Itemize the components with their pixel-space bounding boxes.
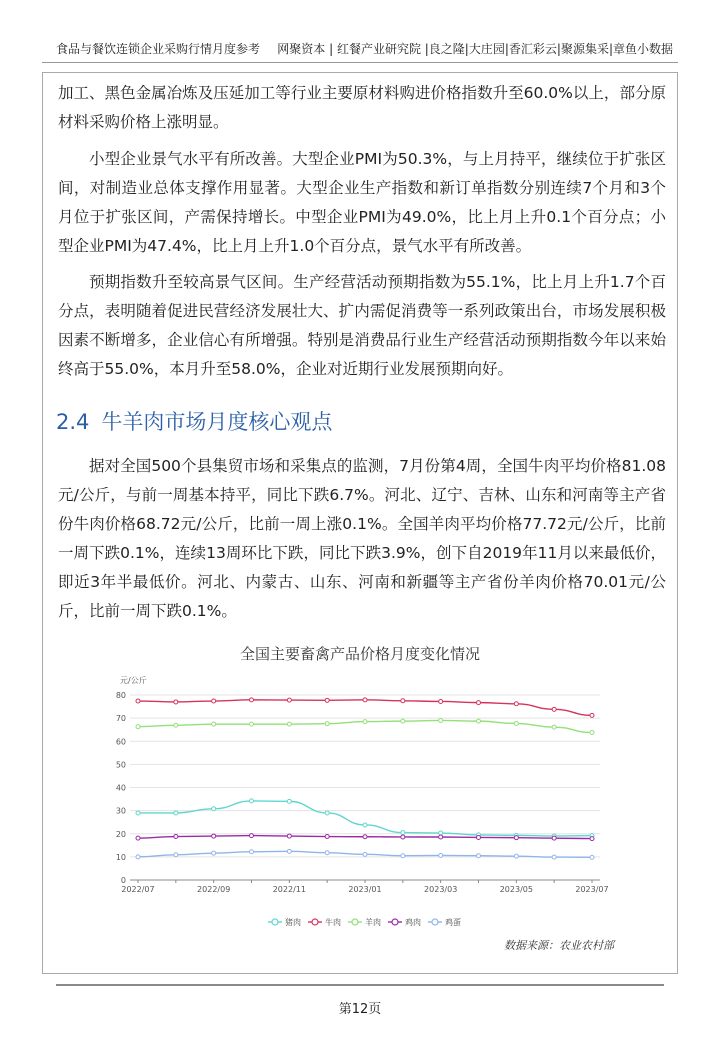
x-tick-label: 2022/07 [121, 885, 155, 894]
x-tick-label: 2023/03 [424, 885, 458, 894]
data-point-猪肉 [363, 823, 367, 827]
data-point-鸡蛋 [514, 854, 518, 858]
header-sponsors: 网聚资本 | 红餐产业研究院 |良之隆|大庄园|香汇彩云|聚源集采|章鱼小数据 [277, 42, 673, 56]
legend-label: 羊肉 [365, 918, 381, 927]
legend-label: 鸡蛋 [445, 918, 461, 927]
data-point-牛肉 [514, 702, 518, 706]
data-point-猪肉 [136, 811, 140, 815]
data-point-羊肉 [552, 725, 556, 729]
legend-label: 牛肉 [325, 918, 341, 927]
data-point-牛肉 [363, 698, 367, 702]
data-point-羊肉 [477, 719, 481, 723]
data-point-羊肉 [363, 720, 367, 724]
data-point-羊肉 [212, 722, 216, 726]
footer-divider [56, 984, 664, 986]
data-point-牛肉 [174, 700, 178, 704]
y-tick-label: 10 [115, 852, 126, 862]
data-point-鸡肉 [363, 835, 367, 839]
data-point-鸡蛋 [439, 853, 443, 857]
data-point-猪肉 [250, 799, 254, 803]
data-source: 数据来源：农业农村部 [504, 939, 614, 952]
data-point-鸡蛋 [174, 853, 178, 857]
data-point-鸡肉 [590, 837, 594, 841]
data-point-羊肉 [136, 725, 140, 729]
section-heading [56, 406, 332, 436]
x-tick-label: 2022/09 [197, 885, 231, 894]
section-title: 牛羊肉市场月度核心观点 [101, 410, 333, 434]
paragraph-beef-mutton: 据对全国500个县集贸市场和采集点的监测，7月份第4周，全国牛肉平均价格81.08元/公斤，与前一周基本持平，同比下跌6.7%。河北、辽宁、吉林、山东和河南等主产省份牛肉价格68.72元/公斤，比前一周上涨0.1%。全国羊肉平均价格77.72元/公斤，比前一周下跌0.1%，连续13周环比下跌，同比下跌3.9%，创下自2019年11月以来最低价，即近3年半最低价。河北、内蒙古、山东、河南和新疆等主产省份羊肉价格70.01元/公斤，比前一周下跌0.1%。 [58, 457, 666, 620]
data-point-鸡蛋 [401, 854, 405, 858]
y-tick-label: 60 [115, 737, 126, 747]
data-point-猪肉 [439, 831, 443, 835]
data-point-羊肉 [174, 723, 178, 727]
data-point-鸡肉 [325, 835, 329, 839]
data-point-牛肉 [287, 698, 291, 702]
data-point-鸡肉 [287, 834, 291, 838]
page-number: 第12页 [338, 1002, 382, 1017]
data-point-鸡肉 [552, 836, 556, 840]
paragraph-expectation: 预期指数升至较高景气区间。生产经营活动预期指数为55.1%，比上月上升1.7个百分点，表明随着促进民营经济发展壮大、扩内需促消费等一系列政策出台，市场发展积极因素不断增多，企业信心有所增强。特别是消费品行业生产经营活动预期指数今年以来始终高于55.0%，本月升至58.0%，企业对近期行业发展预期向好。 [58, 273, 666, 378]
x-tick-label: 2023/05 [499, 885, 533, 894]
y-tick-label: 0 [120, 876, 126, 885]
data-point-鸡肉 [136, 836, 140, 840]
data-point-牛肉 [552, 707, 556, 711]
data-point-鸡蛋 [325, 851, 329, 855]
data-point-羊肉 [287, 722, 291, 726]
data-point-鸡蛋 [287, 849, 291, 853]
paragraph-small-enterprise: 小型企业景气水平有所改善。大型企业PMI为50.3%，与上月持平，继续位于扩张区间，对制造业总体支撑作用显著。大型企业生产指数和新订单指数分别连续7个月和3个月位于扩张区间，产需保持增长。中型企业PMI为49.0%，比上月上升0.1个百分点；小型企业PMI为47.4%，比上月上升1.0个百分点，景气水平有所改善。 [58, 150, 666, 255]
legend-swatch-marker [352, 919, 358, 925]
data-point-猪肉 [287, 799, 291, 803]
data-point-鸡蛋 [552, 855, 556, 859]
data-point-羊肉 [514, 721, 518, 725]
data-point-牛肉 [212, 699, 216, 703]
data-point-羊肉 [590, 730, 594, 734]
price-line-chart [100, 672, 620, 942]
data-point-羊肉 [325, 722, 329, 726]
data-point-鸡肉 [477, 835, 481, 839]
data-point-牛肉 [401, 699, 405, 703]
y-tick-label: 20 [115, 829, 126, 839]
data-point-羊肉 [401, 719, 405, 723]
header-title: 食品与餐饮连锁企业采购行情月度参考 [56, 42, 261, 56]
legend-swatch-marker [392, 919, 398, 925]
y-tick-label: 70 [115, 714, 126, 724]
data-point-鸡蛋 [250, 850, 254, 854]
y-tick-label: 80 [115, 691, 126, 700]
x-tick-label: 2023/07 [575, 885, 609, 894]
data-point-牛肉 [136, 699, 140, 703]
data-point-羊肉 [439, 718, 443, 722]
series-line-猪肉 [138, 801, 592, 836]
data-point-猪肉 [174, 811, 178, 815]
header-divider [42, 62, 678, 63]
legend-label: 鸡肉 [405, 918, 421, 927]
data-point-猪肉 [212, 807, 216, 811]
y-tick-label: 50 [115, 760, 126, 770]
data-point-牛肉 [250, 698, 254, 702]
chart-title: 全国主要畜禽产品价格月度变化情况 [239, 645, 480, 663]
legend-swatch-marker [312, 919, 318, 925]
legend-swatch-marker [272, 919, 278, 925]
data-point-牛肉 [477, 701, 481, 705]
data-point-牛肉 [590, 713, 594, 717]
x-tick-label: 2022/11 [272, 885, 306, 894]
y-tick-label: 40 [115, 783, 126, 793]
data-point-鸡肉 [212, 834, 216, 838]
data-point-鸡肉 [401, 835, 405, 839]
legend-label: 猪肉 [285, 918, 301, 927]
data-point-鸡肉 [439, 835, 443, 839]
data-point-鸡肉 [250, 834, 254, 838]
data-point-猪肉 [401, 831, 405, 835]
data-point-鸡蛋 [212, 851, 216, 855]
data-point-鸡肉 [514, 836, 518, 840]
data-point-鸡蛋 [477, 854, 481, 858]
y-axis-unit-label: 元/公斤 [120, 676, 147, 685]
data-point-猪肉 [325, 811, 329, 815]
x-tick-label: 2023/01 [348, 885, 382, 894]
data-point-鸡蛋 [136, 855, 140, 859]
data-point-鸡肉 [174, 835, 178, 839]
section-number: 2.4 [56, 410, 90, 434]
legend-swatch-marker [432, 919, 438, 925]
data-point-牛肉 [439, 699, 443, 703]
data-point-羊肉 [250, 722, 254, 726]
data-point-鸡蛋 [590, 855, 594, 859]
data-point-牛肉 [325, 698, 329, 702]
paragraph-materials: 加工、黑色金属冶炼及压延加工等行业主要原材料购进价格指数升至60.0%以上，部分原材料采购价格上涨明显。 [58, 84, 666, 131]
y-tick-label: 30 [115, 806, 126, 816]
data-point-鸡蛋 [363, 852, 367, 856]
